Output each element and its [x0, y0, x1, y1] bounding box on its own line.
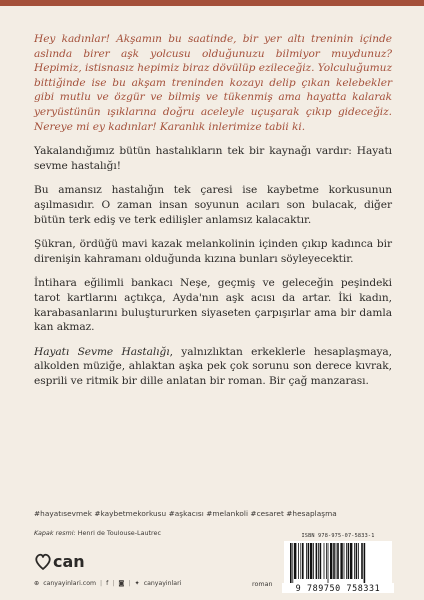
cover-credit-value: Henri de Toulouse-Lautrec [77, 529, 161, 537]
barcode-bar [294, 543, 296, 579]
paragraph-1: Yakalandığımız bütün hastalıkların tek bir kaynağı vardır: Hayatı sevme hastalığı! [34, 145, 392, 172]
barcode-bar [310, 543, 312, 579]
website-link[interactable]: canyayinlari.com [43, 580, 97, 587]
barcode-bar [308, 543, 310, 579]
logo-text: can [53, 552, 85, 571]
barcode [284, 541, 392, 587]
separator: | [112, 580, 115, 587]
barcode-bar [326, 543, 327, 579]
genre-label: roman [252, 580, 273, 588]
social-handle[interactable]: canyayinlari [143, 580, 182, 587]
top-accent-band [0, 0, 424, 6]
barcode-bar [328, 543, 329, 584]
barcode-bar [350, 543, 352, 579]
back-cover-text [34, 32, 392, 398]
intro-quote: Hey kadınlar! Akşamın bu saatinde, bir yer altı treninin içinde aslında birer aşk yolcusu olduğunuzu bilmiyor muydunuz? Hepimiz, istisnasız hepimiz biraz dövülüp ezileceğiz. Yolculuğumuz bittiğinde ise bu akşam treninden kozayı delip çıkan kelebekler gibi mutlu ve özgür ve bilmiş ve tükenmiş ama hayatta kalarak yeryüstünün ışıklarına doğru aceleyle uçuşarak çıkıp gideceğiz. Nereye mi ey kadınlar! Karanlık inlerimize tabii ki. [34, 33, 392, 133]
separator: | [128, 580, 131, 587]
paragraph-5-rest: , yalnızlıktan erkeklerle hesaplaşmaya, alkolden müziğe, ahlaktan aşka pek çok sorunu son derece kıvrak, esprili ve ritmik bir dille anlatan bir roman. Bir çağ manzarası. [34, 345, 392, 387]
barcode-bar [292, 543, 293, 584]
paragraph-5 [34, 345, 392, 389]
paragraph-2: Bu amansız hastalığın tek çaresi ise kaybetme korkusunun aşılmasıdır. O zaman insan soyunun acıları son bulacak, diğer bütün terk ediş ve terk edilişler anlamsız kalacaktır. [34, 184, 392, 226]
barcode-bar [320, 543, 322, 579]
barcode-bars [290, 543, 365, 584]
heart-icon [36, 555, 49, 569]
book-title-inline: Hayatı Sevme Hastalığı [34, 345, 170, 358]
barcode-bar [356, 543, 358, 579]
barcode-bar [354, 543, 355, 579]
barcode-bar [306, 543, 307, 579]
barcode-bar [324, 543, 325, 579]
instagram-icon[interactable]: ◙ [118, 580, 125, 587]
paragraph-3: Şükran, ördüğü mavi kazak melankolinin içinden çıkıp kadınca bir direnişin kahramanı olduğunda kızına bunları söyleyecektir. [34, 238, 392, 265]
facebook-icon[interactable]: f [106, 580, 109, 587]
footer-links [34, 580, 181, 587]
barcode-bar [313, 543, 314, 579]
barcode-bar [290, 543, 292, 584]
separator: | [100, 580, 103, 587]
barcode-bar [337, 543, 339, 579]
barcode-bar [336, 543, 337, 579]
isbn: ISBN 978-975-07-5833-1 [301, 533, 375, 539]
globe-icon: ⊕ [34, 580, 40, 587]
cover-credit-label: Kapak resmi: [34, 529, 76, 537]
barcode-bar [346, 543, 347, 579]
barcode-bar [300, 543, 301, 579]
barcode-bar [316, 543, 318, 579]
paragraph-4: İntihara eğilimli bankacı Neşe, geçmiş ve geleceğin peşindeki tarot kartlarını açtıkça, Ayda'nın aşk acısı da artar. İki kadın, karabasanlarını buluştururken siyaseten çarpışırlar ama bir damla kan akmaz. [34, 277, 392, 334]
twitter-icon[interactable]: ✦ [134, 580, 140, 587]
barcode-number: 9 789750 758331 [282, 583, 394, 593]
cover-credit [34, 529, 161, 537]
barcode-bar [364, 543, 366, 584]
barcode-bar [333, 543, 335, 579]
barcode-bar [340, 543, 342, 579]
barcode-bar [348, 543, 350, 579]
barcode-bar [358, 543, 359, 579]
publisher-logo [34, 550, 114, 572]
hashtags: #hayatısevmek #kaybetmekorkusu #aşkacısı #melankoli #cesaret #hesaplaşma [34, 509, 337, 518]
barcode-bar [330, 543, 332, 579]
barcode-bar [298, 543, 299, 579]
barcode-bar [361, 543, 363, 579]
barcode-bar [318, 543, 319, 579]
barcode-bar [302, 543, 304, 579]
barcode-bar [344, 543, 345, 579]
